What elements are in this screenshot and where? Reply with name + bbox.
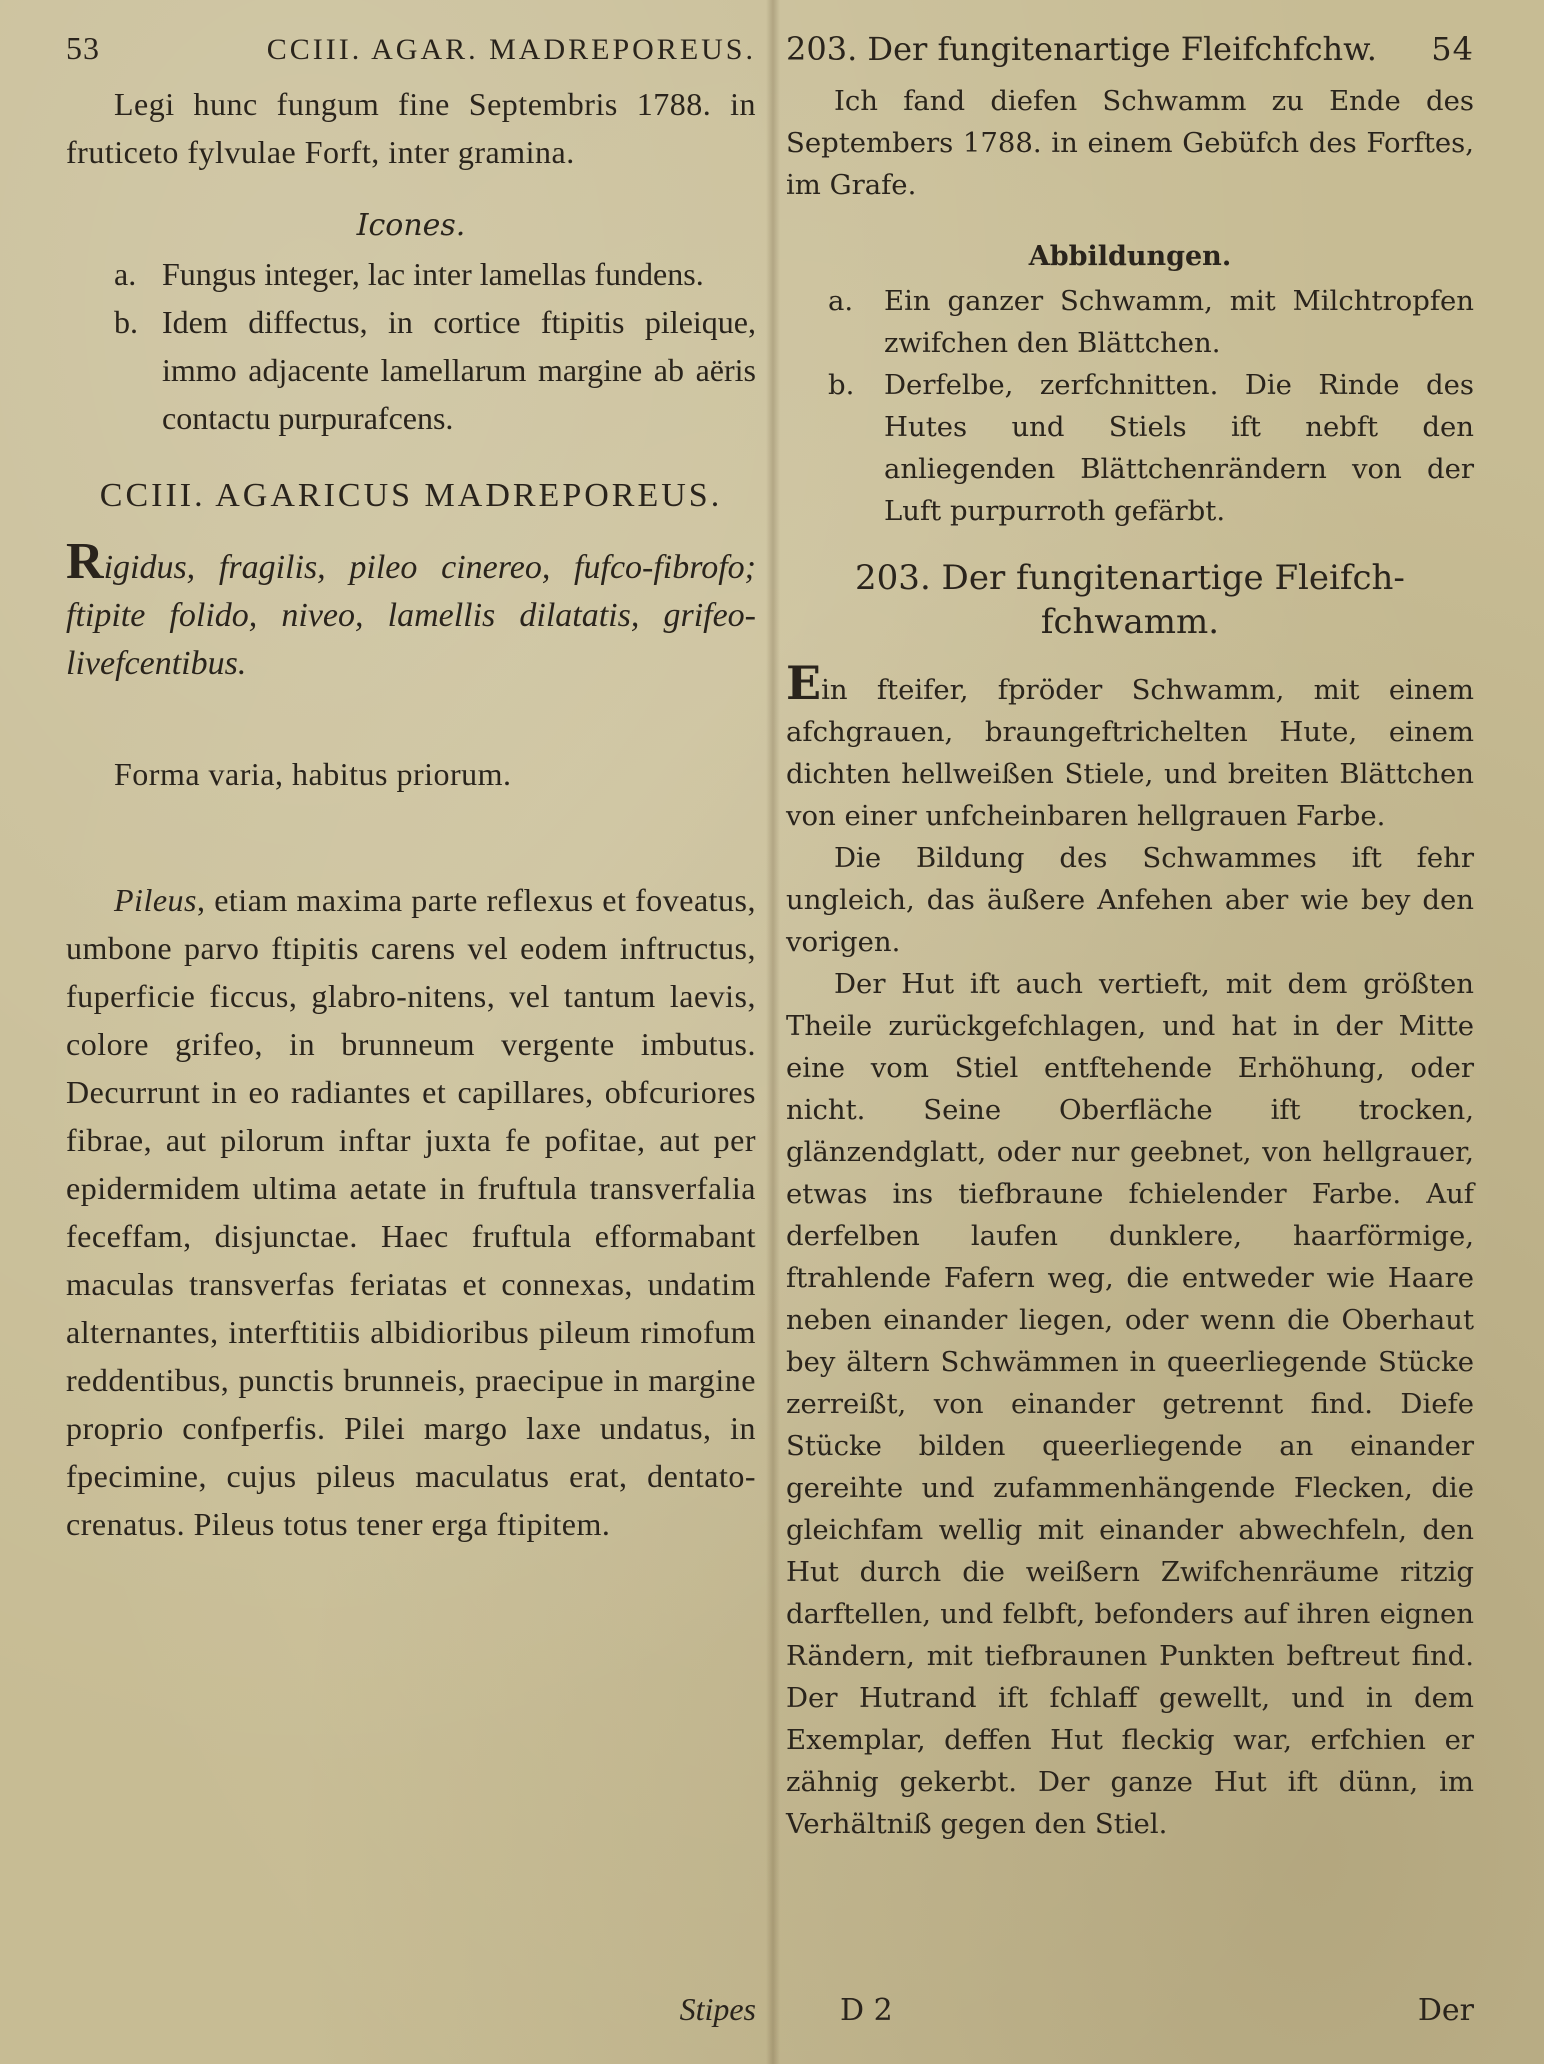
bildung-paragraph: Die Bildung des Schwammes ift fehr ungleich, das äußere Anfehen aber wie bey den vorigen.	[786, 842, 1474, 958]
pileus-paragraph	[66, 876, 756, 1548]
pileus-text: , etiam maxima parte reflexus et foveatus, umbone parvo ftipitis carens vel eodem inftructus, fuperficie ficcus, glabro-nitens, vel tantum laevis, colore grifeo, in brunneum vergente imbutus. Decurrunt in eo radiantes et capillares, obfcuriores fibrae, aut pilorum inftar juxta fe pofitae, aut per epidermidem ultima aetate in fruftula transverfalia feceffam, disjunctae. Haec fruftula efformabant maculas transverfas feriatas et connexas, undatim alternantes, interftitiis albidioribus pileum rimofum reddentibus, punctis brunneis, praecipue in margine proprio confperfis. Pilei margo laxe undatus, in fpecimine, cujus pileus maculatus erat, dentato-crenatus. Pileus totus tener erga ftipitem.	[66, 882, 756, 1542]
right-intro-paragraph: Ich fand diefen Schwamm zu Ende des Septembers 1788. in einem Gebüfch des Forftes, im Grafe.	[786, 85, 1474, 201]
left-figure-a	[114, 250, 756, 298]
right-running-title: 203. Der fungitenartige Fleifchfchw.	[786, 30, 1377, 68]
abbildungen-title: Abbildungen.	[1028, 241, 1232, 272]
heading-line-1: 203. Der fungitenartige Fleifch-	[855, 558, 1405, 598]
figure-text: Fungus integer, lac inter lamellas fundens.	[162, 256, 704, 292]
left-section-heading: CCIII. AGARICUS MADREPOREUS.	[99, 477, 723, 514]
left-running-header	[66, 30, 756, 80]
latin-diagnosis	[66, 533, 756, 688]
left-page-number: 53	[66, 30, 100, 66]
right-figure-a	[828, 280, 1474, 364]
right-running-header	[786, 30, 1474, 80]
hut-paragraph: Der Hut ift auch vertieft, mit dem größten Theile zurückgefchlagen, und hat in der Mitte eine vom Stiel entftehende Erhöhung, oder nicht. Seine Oberfläche ift trocken, glänzendglatt, oder nur geebnet, von hellgrauer, etwas ins tiefbraune fchielender Farbe. Auf derfelben laufen dunklere, haarförmige, ftrahlende Fafern weg, die entweder wie Haare neben einander liegen, oder wenn die Oberhaut bey ältern Schwämmen in queerliegende Stücke zerreißt, von einander getrennt find. Diefe Stücke bilden queerliegende an einander gereihte und zufammenhängende Flecken, die gleichfam wellig mit einander abwechfeln, den Hut durch die weißern Zwifchenräume ritzig darftellen, und felbft, befonders auf ihren eignen Rändern, mit tiefbraunen Punkten beftreut find. Der Hutrand ift fchlaff gewellt, und in dem Exemplar, deffen Hut fleckig war, erfchien er zähnig gekerbt. Der ganze Hut ift dünn, im Verhältniß gegen den Stiel.	[786, 968, 1474, 1840]
left-catchword: Stipes	[679, 1991, 756, 2027]
forma-paragraph: Forma varia, habitus priorum.	[114, 756, 512, 792]
figure-letter: b.	[828, 369, 855, 401]
left-figure-b	[114, 298, 756, 442]
right-catchword: Der	[1417, 1993, 1474, 2028]
left-running-title: CCIII. AGAR. MADREPOREUS.	[266, 33, 756, 66]
right-page	[772, 0, 1544, 2064]
right-footer	[840, 1993, 1474, 2028]
figure-text: Ein ganzer Schwamm, mit Milchtropfen zwifchen den Blättchen.	[884, 285, 1474, 359]
figure-text: Derfelbe, zerfchnitten. Die Rinde des Hutes und Stiels ift nebft den anliegenden Blättchenrändern von der Luft purpurroth gefärbt.	[884, 369, 1474, 527]
diagnosis-text: igidus, fragilis, pileo cinereo, fufco-fibrofo; ftipite folido, niveo, lamellis dilatatis, grifeo-livefcentibus.	[66, 549, 756, 682]
right-section-heading	[786, 556, 1474, 644]
right-page-number: 54	[1431, 30, 1474, 68]
figure-letter: a.	[114, 256, 137, 292]
right-figure-b	[828, 364, 1474, 532]
drop-capital: E	[786, 656, 822, 710]
german-description	[786, 656, 1474, 837]
figure-letter: b.	[114, 304, 138, 340]
heading-line-2: fchwamm.	[1040, 602, 1220, 642]
left-intro-paragraph: Legi hunc fungum fine Septembris 1788. in fruticeto fylvulae Forft, inter gramina.	[66, 86, 756, 170]
left-footer	[66, 1991, 756, 2028]
description-text: in fteifer, fpröder Schwamm, mit einem afchgrauen, braungeftrichelten Hute, einem dichten hellweißen Stiele, und breiten Blättchen von einer unfcheinbaren hellgrauen Farbe.	[786, 674, 1474, 832]
icones-title: Icones.	[356, 208, 466, 243]
signature-mark: D 2	[840, 1993, 893, 2028]
figure-letter: a.	[828, 285, 854, 317]
drop-capital: R	[66, 533, 104, 590]
pileus-term: Pileus	[114, 882, 197, 918]
figure-text: Idem diffectus, in cortice ftipitis pileique, immo adjacente lamellarum margine ab aëris contactu purpurafcens.	[162, 304, 756, 436]
